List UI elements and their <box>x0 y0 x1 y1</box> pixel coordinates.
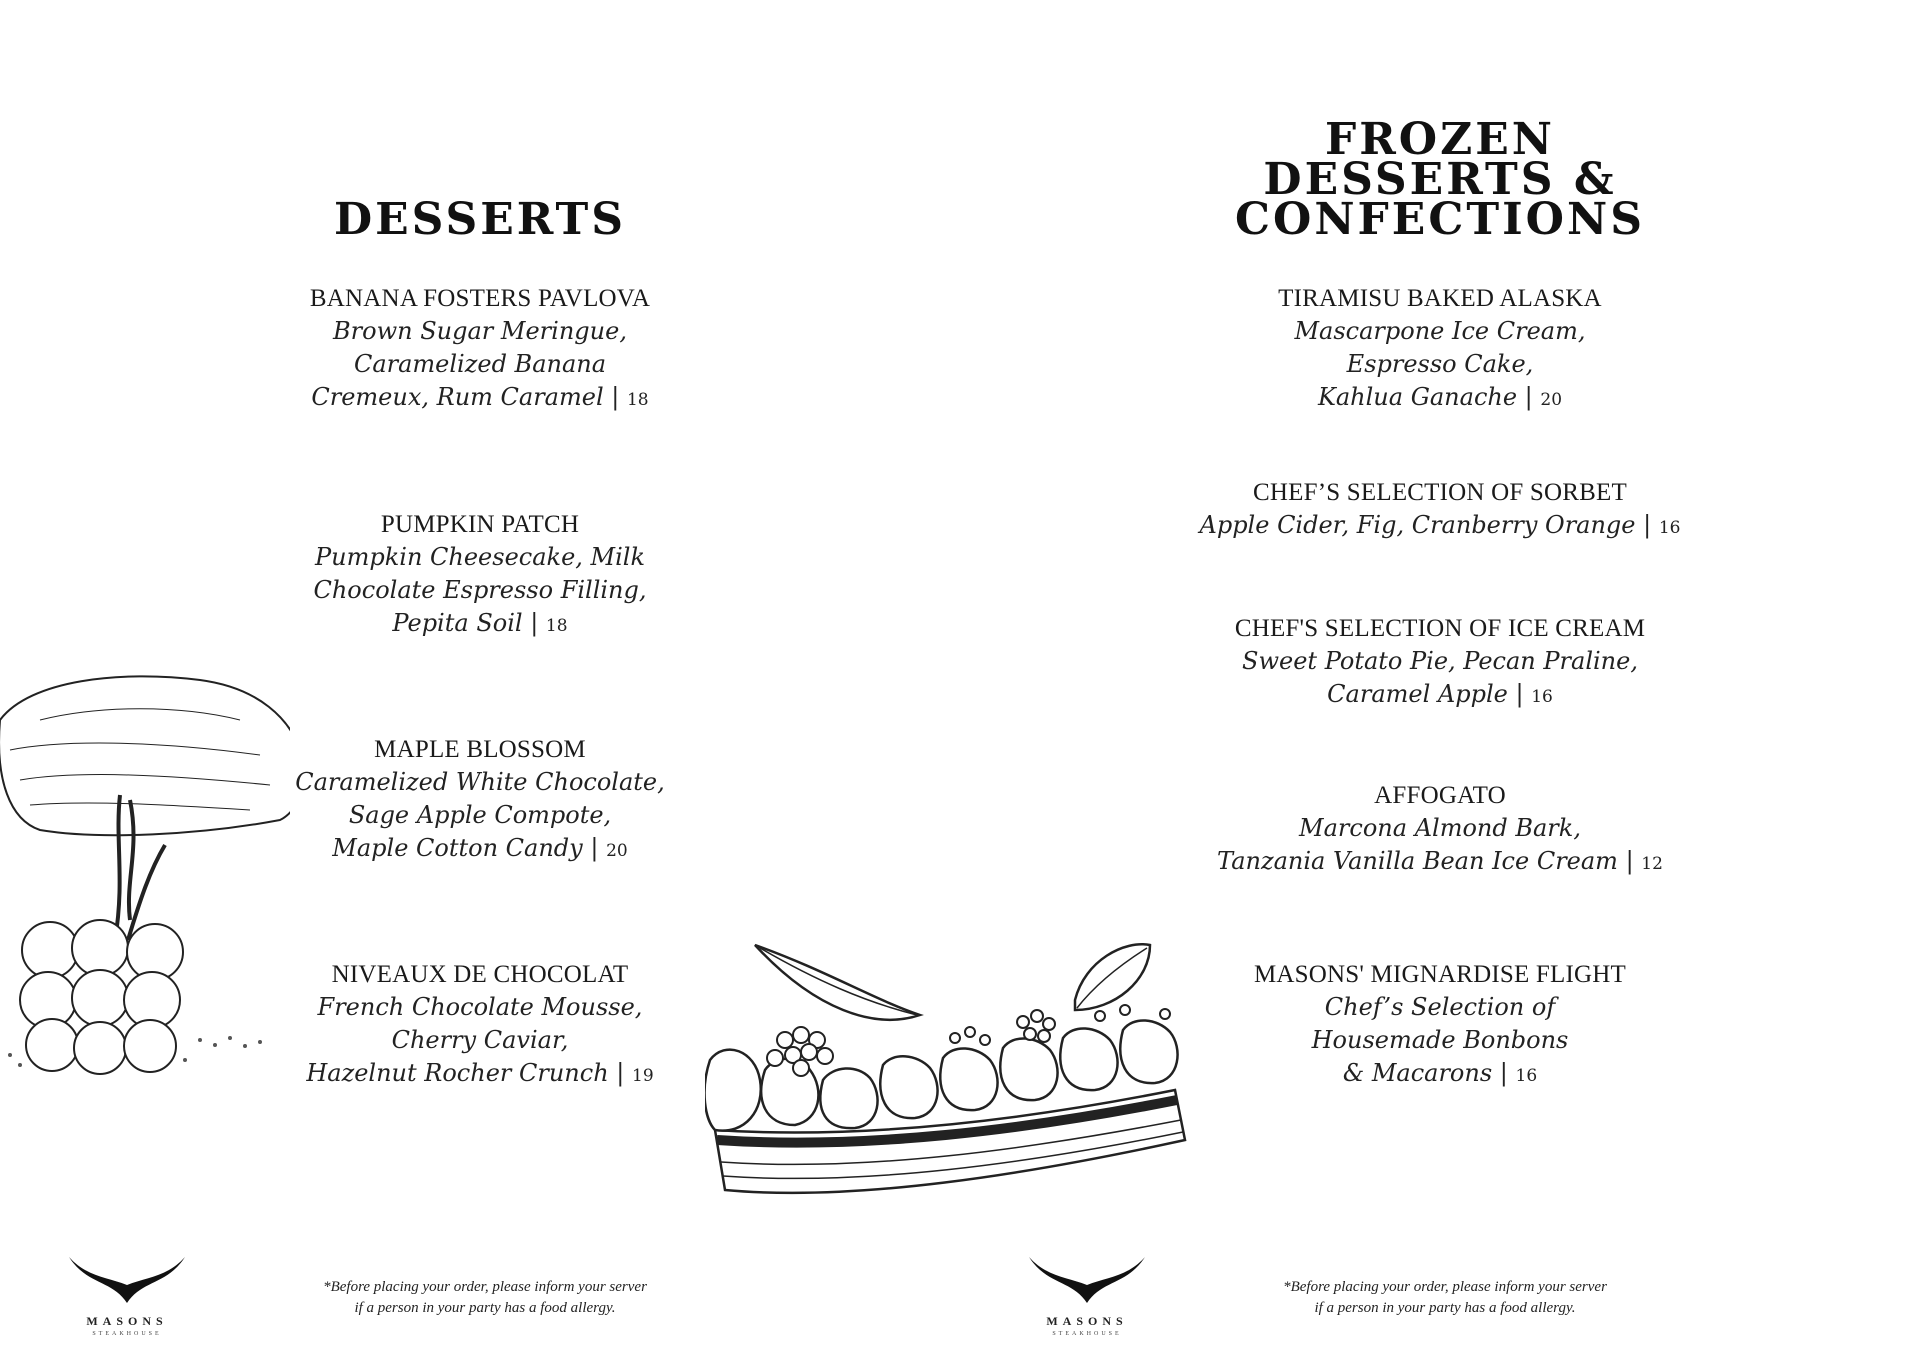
desserts-heading: DESSERTS <box>333 194 627 245</box>
menu-item <box>1180 779 1700 881</box>
item-desc: Cherry Caviar, <box>391 1026 569 1054</box>
item-desc: French Chocolate Mousse, <box>317 993 643 1021</box>
item-desc: Pepita Soil | <box>392 609 539 637</box>
item-name: MAPLE BLOSSOM <box>374 736 586 763</box>
steer-horns-logo-icon <box>67 1255 187 1305</box>
item-desc: Chef’s Selection of <box>1324 993 1556 1021</box>
item-name: AFFOGATO <box>1374 782 1506 809</box>
menu-item <box>1180 612 1700 714</box>
item-desc: Chocolate Espresso Filling, <box>313 576 647 604</box>
item-price: 19 <box>632 1066 654 1086</box>
item-desc: Brown Sugar Meringue, <box>333 317 627 345</box>
item-desc: Sweet Potato Pie, Pecan Praline, <box>1242 647 1638 675</box>
item-desc: Caramel Apple | <box>1327 680 1524 708</box>
menu-item <box>240 733 720 868</box>
masons-logo <box>1017 1255 1157 1337</box>
item-name: NIVEAUX DE CHOCOLAT <box>331 961 629 988</box>
item-desc: Housemade Bonbons <box>1311 1026 1569 1054</box>
item-desc: Espresso Cake, <box>1346 350 1534 378</box>
item-desc: Mascarpone Ice Cream, <box>1294 317 1586 345</box>
item-desc: Tanzania Vanilla Bean Ice Cream | <box>1217 847 1634 875</box>
item-price: 16 <box>1515 1066 1538 1086</box>
item-desc: Maple Cotton Candy | <box>332 834 599 862</box>
item-price: 16 <box>1531 687 1553 707</box>
item-price: 18 <box>626 390 649 410</box>
item-desc: Apple Cider, Fig, Cranberry Orange | <box>1199 511 1652 539</box>
meringue-dessert-illustration <box>0 660 290 1080</box>
item-desc: Kahlua Ganache | <box>1317 383 1533 411</box>
item-desc: Marcona Almond Bark, <box>1299 814 1581 842</box>
frozen-desserts-heading: FROZEN DESSERTS & CONFECTIONS <box>1234 114 1645 245</box>
item-name: PUMPKIN PATCH <box>380 511 580 538</box>
item-name: CHEF'S SELECTION OF ICE CREAM <box>1234 615 1646 642</box>
item-name: BANANA FOSTERS PAVLOVA <box>309 285 651 312</box>
allergy-note: *Before placing your order, please inform your server if a person in your party has a food allergy. <box>1283 1279 1607 1316</box>
steer-horns-logo-icon <box>1027 1255 1147 1305</box>
menu-item <box>240 508 720 643</box>
item-desc: Pumpkin Cheesecake, Milk <box>315 543 645 571</box>
item-price: 20 <box>1540 390 1563 410</box>
menu-item <box>1180 282 1700 417</box>
logo-subtitle: STEAKHOUSE <box>92 1331 162 1337</box>
item-price: 18 <box>545 616 568 636</box>
menu-item <box>240 282 720 417</box>
item-price: 12 <box>1641 854 1663 874</box>
logo-brand: MASONS <box>1046 1314 1128 1328</box>
item-price: 16 <box>1658 518 1681 538</box>
cake-bar-illustration <box>705 940 1225 1210</box>
item-name: MASONS' MIGNARDISE FLIGHT <box>1253 961 1627 988</box>
item-desc: Cremeux, Rum Caramel | <box>311 383 620 411</box>
logo-subtitle: STEAKHOUSE <box>1052 1331 1122 1337</box>
item-name: CHEF’S SELECTION OF SORBET <box>1253 479 1627 506</box>
menu-item <box>240 958 720 1093</box>
menu-item <box>1180 958 1700 1093</box>
allergy-note: *Before placing your order, please inform your server if a person in your party has a food allergy. <box>323 1279 647 1316</box>
menu-item <box>1180 476 1700 545</box>
item-desc: Sage Apple Compote, <box>348 801 612 829</box>
item-desc: Hazelnut Rocher Crunch | <box>306 1059 625 1087</box>
item-desc: Caramelized White Chocolate, <box>295 768 665 796</box>
item-name: TIRAMISU BAKED ALASKA <box>1278 285 1602 312</box>
masons-logo <box>57 1255 197 1337</box>
item-price: 20 <box>606 841 628 861</box>
item-desc: & Macarons | <box>1342 1059 1508 1087</box>
item-desc: Caramelized Banana <box>353 350 607 378</box>
logo-brand: MASONS <box>86 1314 168 1328</box>
